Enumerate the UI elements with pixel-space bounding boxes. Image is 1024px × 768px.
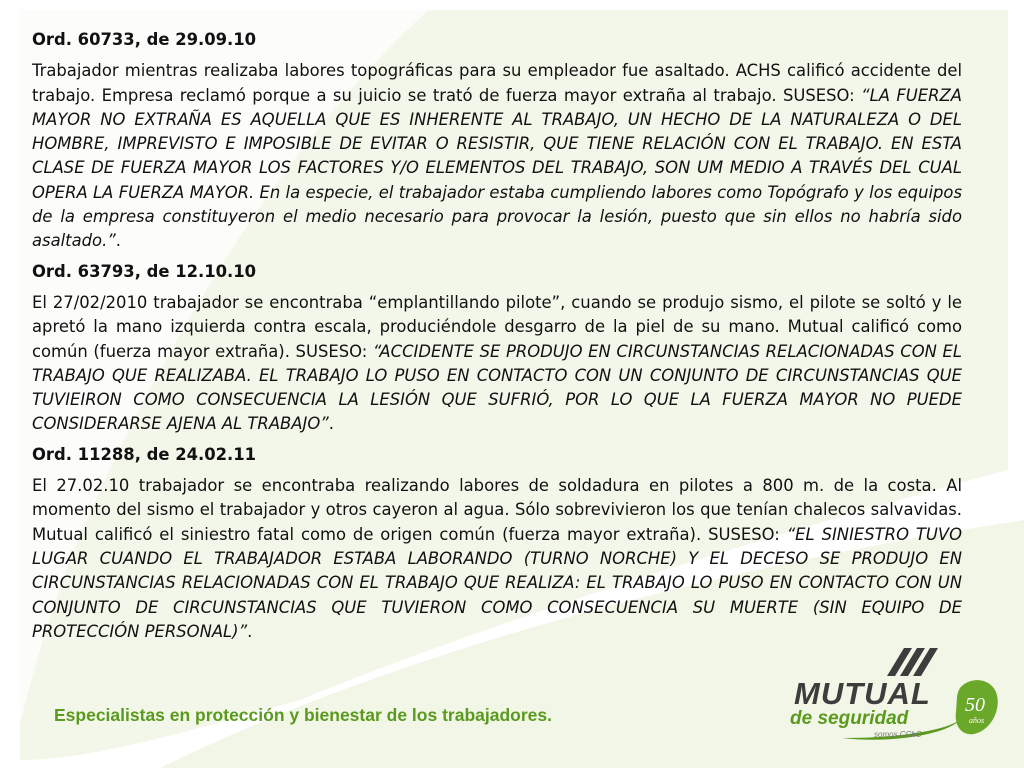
entry-ord-63793 [32,260,962,437]
logo-wordmark: MUTUAL [794,676,931,711]
entry-heading: Ord. 11288, de 24.02.11 [32,444,257,464]
entry-text [32,474,962,644]
logo-subtitle: de seguridad [790,708,909,729]
entry-heading: Ord. 60733, de 29.09.10 [32,30,257,49]
entry-body: Trabajador mientras realizaba labores topográficas para su empleador fue asaltado. ACHS calificó accidente del trabajo. Empresa reclamó porque a su juicio se trató de fuerza mayor extraña al trabajo. SUSESO: [32,61,962,105]
document-body [32,28,962,650]
entry-tail: . [115,231,122,251]
entry-tail: . [247,621,253,641]
entry-tail: . [328,414,334,434]
logo-years-label: años [969,716,985,725]
logo-years: 50 [965,694,985,716]
entry-body: El 27/02/2010 trabajador se encontraba “emplantillando pilote”, cuando se produjo sismo, el pilote se soltó y le apretó la mano izquierda contra escala, produciéndole desgarro de la piel de su mano. Mutual calificó como común (fuerza mayor extraña). SUSESO: [32,292,962,361]
entry-quote: “EL SINIESTRO TUVO LUGAR CUANDO EL TRABAJADOR ESTABA LABORANDO (TURNO NORCHE) Y EL DECESO SE PRODUJO EN CIRCUNSTANCIAS RELACIONADAS CON EL TRABAJO QUE REALIZA: EL TRABAJO LO PUSO EN CONTACTO CON UN CONJUNTO DE CIRCUNSTANCIAS QUE TUVIERON COMO CONSECUENCIA SU MUERTE (SIN EQUIPO DE PROTECCIÓN PERSONAL)” [32,524,962,641]
mutual-logo [782,646,1002,746]
entry-quote: “ACCIDENTE SE PRODUJO EN CIRCUNSTANCIAS RELACIONADAS CON EL TRABAJO QUE REALIZABA. EL TRABAJO LO PUSO EN CONTACTO CON UN CONJUNTO DE CIRCUNSTANCIAS QUE TUVIEIRON COMO CONSECUENCIA LA LESIÓN QUE SUFRIÓ, POR LO QUE LA FUERZA MAYOR NO PUEDE CONSIDERARSE AJENA AL TRABAJO” [32,341,962,434]
entry-body: El 27.02.10 trabajador se encontraba realizando labores de soldadura en pilotes a 800 m. de la costa. Al momento del sismo el trabajador y otros cayeron al agua. Sólo sobrevivieron los que tenían chalecos salvavidas. Mutual calificó el siniestro fatal como de origen común (fuerza mayor extraña). SUSESO: [32,476,962,544]
footer-slogan: Especialistas en protección y bienestar de los trabajadores. [54,705,552,725]
entry-heading: Ord. 63793, de 12.10.10 [32,261,257,281]
entry-ord-11288 [32,443,962,644]
entry-ord-60733 [32,28,962,254]
logo-tagline: somos CChC [874,730,922,739]
entry-quote: “LA FUERZA MAYOR NO EXTRAÑA ES AQUELLA QUE ES INHERENTE AL TRABAJO, UN HECHO DE LA NATURALEZA O DEL HOMBRE, IMPREVISTO E IMPOSIBLE DE EVITAR O RESISTIR, QUE TIENE RELACIÓN CON EL TRABAJO. EN ESTA CLASE DE FUERZA MAYOR LOS FACTORES Y/O ELEMENTOS DEL TRABAJO, SON UM MEDIO A TRAVÉS DEL CUAL OPERA LA FUERZA MAYOR. En la especie, el trabajador estaba cumpliendo labores como Topógrafo y los equipos de la empresa constituyeron el medio necesario para provocar la lesión, puesto que sin ellos no habría sido asaltado.” [32,85,962,251]
entry-text [32,59,962,253]
entry-text [32,291,962,437]
